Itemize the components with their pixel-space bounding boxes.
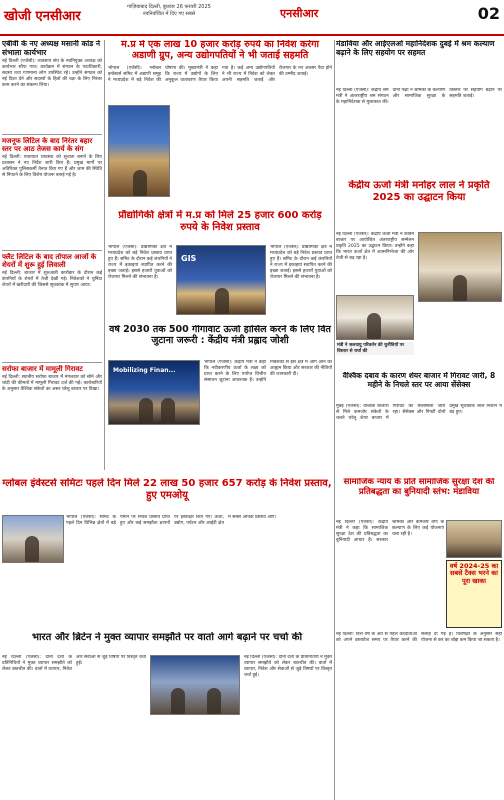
story-share-market	[336, 372, 502, 402]
headline: सर्राफा बाजार में मामूली गिरावट	[2, 365, 83, 373]
story-falte	[2, 253, 102, 360]
story-body: नई दिल्ली (एजेंसी): व्यवसाय संघ के नवनियुक्त अध्यक्ष को कार्यभार सौंपा गया। कार्यक्रम में संगठन के पदाधिकारी, सदस्य तथा गणमान्य लोग उपस्थित रहे। उन्होंने संगठन को नई दिशा देने और सदस्यों के हितों की रक्षा के लिए निरंतर काम करने का संकल्प लिया।	[2, 59, 102, 89]
story-abvp	[2, 40, 102, 132]
story-traffic	[2, 137, 102, 247]
story-body: नई दिल्ली (एजेंसी): केंद्रीय ऊर्जा मंत्री ने कार्बन बाजार पर आयोजित अंतरराष्ट्रीय सम्मेलन प्रकृति 2025 का उद्घाटन किया। उन्होंने कहा कि भारत ऊर्जा क्षेत्र में आत्मनिर्भरता की ओर तेजी से बढ़ रहा है।	[336, 232, 414, 261]
headline: ग्लोबल इंवेस्टर्स समिटः पहले दिन मिले 22 लाख 50 हजार 657 करोड़ के निवेश प्रस्ताव, हुए एमओयू	[2, 478, 332, 501]
story-mou	[2, 478, 332, 512]
adani-photo	[108, 105, 170, 197]
story-body: नई दिल्ली (एजेंसी): केंद्रीय श्रम मंत्री ने अंतरराष्ट्रीय श्रम संगठन के महानिदेशक से मुलाकात की। दोनों पक्षों ने श्रमिकों के कल्याण और सामाजिक सुरक्षा के विस्तार पर सहयोग बढ़ाने पर सहमति जताई।	[336, 88, 502, 105]
headline: सामाजिक न्याय के प्रति सामाजिक सुरक्षा देश की प्रतिबद्धता का बुनियादी स्तंभ: मंडाविया	[343, 478, 495, 497]
photo-caption: मंत्री ने जलवायु परिवर्तन की चुनौतियों पर विस्तार से चर्चा की	[336, 342, 414, 355]
story-sarafa	[2, 365, 102, 473]
column-divider	[334, 40, 335, 800]
story-body-cont: भोपाल (एजेंसी): प्रौद्योगिकी क्षेत्र में मध्यप्रदेश को बड़े निवेश प्रस्ताव प्राप्त हुए हैं। समिट के दौरान कई कंपनियों ने राज्य में इकाइयां स्थापित करने की इच्छा जताई। इससे हजारों युवाओं को रोजगार मिलने की संभावना है।	[270, 245, 332, 280]
solar-photo: Mobilizing Finan...	[108, 360, 200, 425]
story-mandaviya-dubai	[336, 40, 502, 86]
headline: मजनूफ लिटिल के बाद निरंतर बहार स्तर पर आठ तेजस कार्य के संग	[2, 137, 93, 154]
story-body: नई दिल्ली: यातायात व्यवस्था को सुचारू बनाने के लिए प्रशासन ने नए निर्देश जारी किए हैं। प्रमुख मार्गों पर अतिरिक्त पुलिसकर्मी तैनात किए गए हैं और जाम की स्थिति से निपटने के लिए विशेष योजना बनाई गई है।	[2, 155, 102, 179]
headline: भारत और ब्रिटेन ने मुक्त व्यापार समझौते पर वार्ता आगे बढ़ाने पर चर्चा की	[31, 632, 303, 643]
date-line	[104, 4, 234, 18]
headline: वैश्विक दबाव के कारण शेयर बाजार में गिरावट जारी, 8 महीने के निचले स्तर पर आया सेंसेक्स	[342, 372, 496, 389]
manohar-photo	[418, 232, 502, 302]
divider	[2, 250, 102, 251]
column-divider	[104, 40, 105, 470]
story-manohar	[336, 180, 502, 230]
story-social	[336, 478, 502, 518]
story-body: भोपाल (एजेंसी): प्रौद्योगिकी क्षेत्र में मध्यप्रदेश को बड़े निवेश प्रस्ताव प्राप्त हुए हैं। समिट के दौरान कई कंपनियों ने राज्य में इकाइयां स्थापित करने की इच्छा जताई। इससे हजारों युवाओं को रोजगार मिलने की संभावना है।	[108, 245, 172, 280]
divider	[2, 362, 102, 363]
page-number: 02	[477, 4, 500, 23]
india-uk-photo	[150, 655, 240, 715]
mou-photo	[2, 515, 64, 563]
story-india-uk	[2, 632, 332, 652]
divider	[2, 134, 102, 135]
manohar-photo-2	[336, 295, 414, 340]
story-body: मुंबई (एजेंसी): वैश्विक बाजारों से मिले कमजोर संकेतों के चलते घरेलू शेयर बाजार में गिरावट का सिलसिला जारी रहा। सेंसेक्स और निफ्टी दोनों प्रमुख सूचकांक लाल निशान में बंद हुए।	[336, 404, 502, 421]
story-body: नई दिल्ली: वित्त वर्ष के अंत से पहले करदाताओं को अपने दस्तावेज समय पर तैयार करने की सलाह दी गई है। विशेषज्ञों के अनुसार सही योजना से कर का बोझ कम किया जा सकता है।	[336, 632, 502, 643]
headline: फ्लैट लिटिल के बाद तोपाल आजों के शेयरों में शुरू हुई लिवाली	[2, 253, 97, 270]
headline: प्रौद्योगिकी क्षेत्रों में म.प्र को मिले 25 हजार 600 करोड़ रुपये के निवेश प्रस्ताव	[118, 210, 322, 233]
headline: वर्ष 2024-25 का सबसे टैक्स भरने का पूरा खाका	[449, 562, 499, 585]
headline: मंडाविया और आईएलओ महानिदेशक दुबई में श्रम कल्याण बढ़ाने के लिए सहयोग पर सहमत	[336, 40, 495, 57]
story-body: नई दिल्ली: बाजार में शुरुआती कारोबार के दौरान कई कंपनियों के शेयरों में तेजी देखी गई। निवेशकों ने चुनिंदा शेयरों में खरीदारी की जिससे सूचकांक में सुधार आया।	[2, 271, 102, 289]
story-tax-plan	[446, 560, 502, 628]
tax-photo	[446, 520, 502, 558]
story-body-cont: नई दिल्ली (एजेंसी): दोनों देशों के प्रतिनिधियों ने मुक्त व्यापार समझौते को लेकर बातचीत की। वार्ता में व्यापार, निवेश और सेवाओं से जुड़े विषयों पर विस्तृत चर्चा हुई।	[244, 655, 332, 678]
date-line-1: गाज़ियाबाद दिल्ली, बुधवार 26 फरवरी 2025	[127, 4, 211, 10]
newspaper-logo: खोजी एनसीआर	[4, 9, 81, 24]
headline: केंद्रीय ऊर्जा मंत्री मनोहर लाल ने प्रकृति 2025 का उद्घाटन किया	[348, 180, 490, 203]
masthead	[0, 0, 504, 36]
story-body: भोपाल (एजेंसी): समिट के पहले दिन विभिन्न क्षेत्रों में बड़े पैमाने पर निवेश प्रस्ताव प्राप्त हुए और कई समझौता ज्ञापनों पर हस्ताक्षर किए गए। ऊर्जा, उद्योग, पर्यटन और आईटी क्षेत्र में सबसे अधिक प्रस्ताव आए।	[66, 515, 277, 526]
story-body: नई दिल्ली: स्थानीय सर्राफा बाजार में मंगलवार को सोने और चांदी की कीमतों में मामूली गिरावट दर्ज की गई। कारोबारियों के अनुसार वैश्विक संकेतों का असर घरेलू बाजार पर दिखा।	[2, 375, 102, 393]
investment-photo: GIS	[176, 245, 266, 315]
story-solar	[108, 325, 332, 357]
section-title: एनसीआर	[280, 7, 319, 20]
story-body: नई दिल्ली (एजेंसी): दोनों देशों के प्रतिनिधियों ने मुक्त व्यापार समझौते को लेकर बातचीत की। वार्ता में व्यापार, निवेश और सेवाओं से जुड़े विषयों पर विस्तृत चर्चा हुई।	[2, 655, 146, 672]
date-line-2: नवनिर्वाचित में दिए गए सबसे	[142, 11, 196, 17]
headline: वर्ष 2030 तक 500 गीगावाट ऊर्जा हासिल करने के लिए वित जुटाना जरूरी : केंद्रीय मंत्री प्रह्लाद जोशी	[109, 325, 331, 346]
story-body: भोपाल (एजेंसी): ग्लोबल इन्वेस्टर्स समिट में अडाणी समूह ने मध्यप्रदेश में बड़े निवेश की घोषणा की। मुख्यमंत्री ने कहा कि राज्य में उद्योगों के लिए अनुकूल वातावरण तैयार किया गया है। कई अन्य उद्योगपतियों ने भी राज्य में निवेश को लेकर अपनी सहमति जताई और रोजगार के नए अवसर पैदा होने की उम्मीद जताई।	[108, 65, 332, 83]
story-body: नई दिल्ली (एजेंसी): केंद्रीय मंत्री ने कहा कि सामाजिक सुरक्षा देश की प्रतिबद्धता का बुनियादी आधार है। सरकार श्रमिकों और कमजोर वर्गों के कल्याण के लिए कई योजनाएं चला रही है।	[336, 520, 444, 543]
story-body: भोपाल (एजेंसी): केंद्रीय मंत्री ने कहा कि नवीकरणीय ऊर्जा के लक्ष्य को प्राप्त करने के लिए पर्याप्त वित्तीय संसाधन जुटाना आवश्यक है। उन्होंने निवेशकों से इस क्षेत्र में आगे आने का आह्वान किया और सरकार की नीतियों की जानकारी दी।	[204, 360, 332, 383]
headline: म.प्र में एक लाख 10 हजार करोड़ रुपये का निवेश करेगा अडाणी ग्रुप, अन्य उद्योगपतियों ने भी जताई सहमति	[121, 40, 319, 61]
headline: एबीवी के नए अध्यक्ष मसानी कांड ने संभाला कार्यभार	[2, 40, 100, 57]
